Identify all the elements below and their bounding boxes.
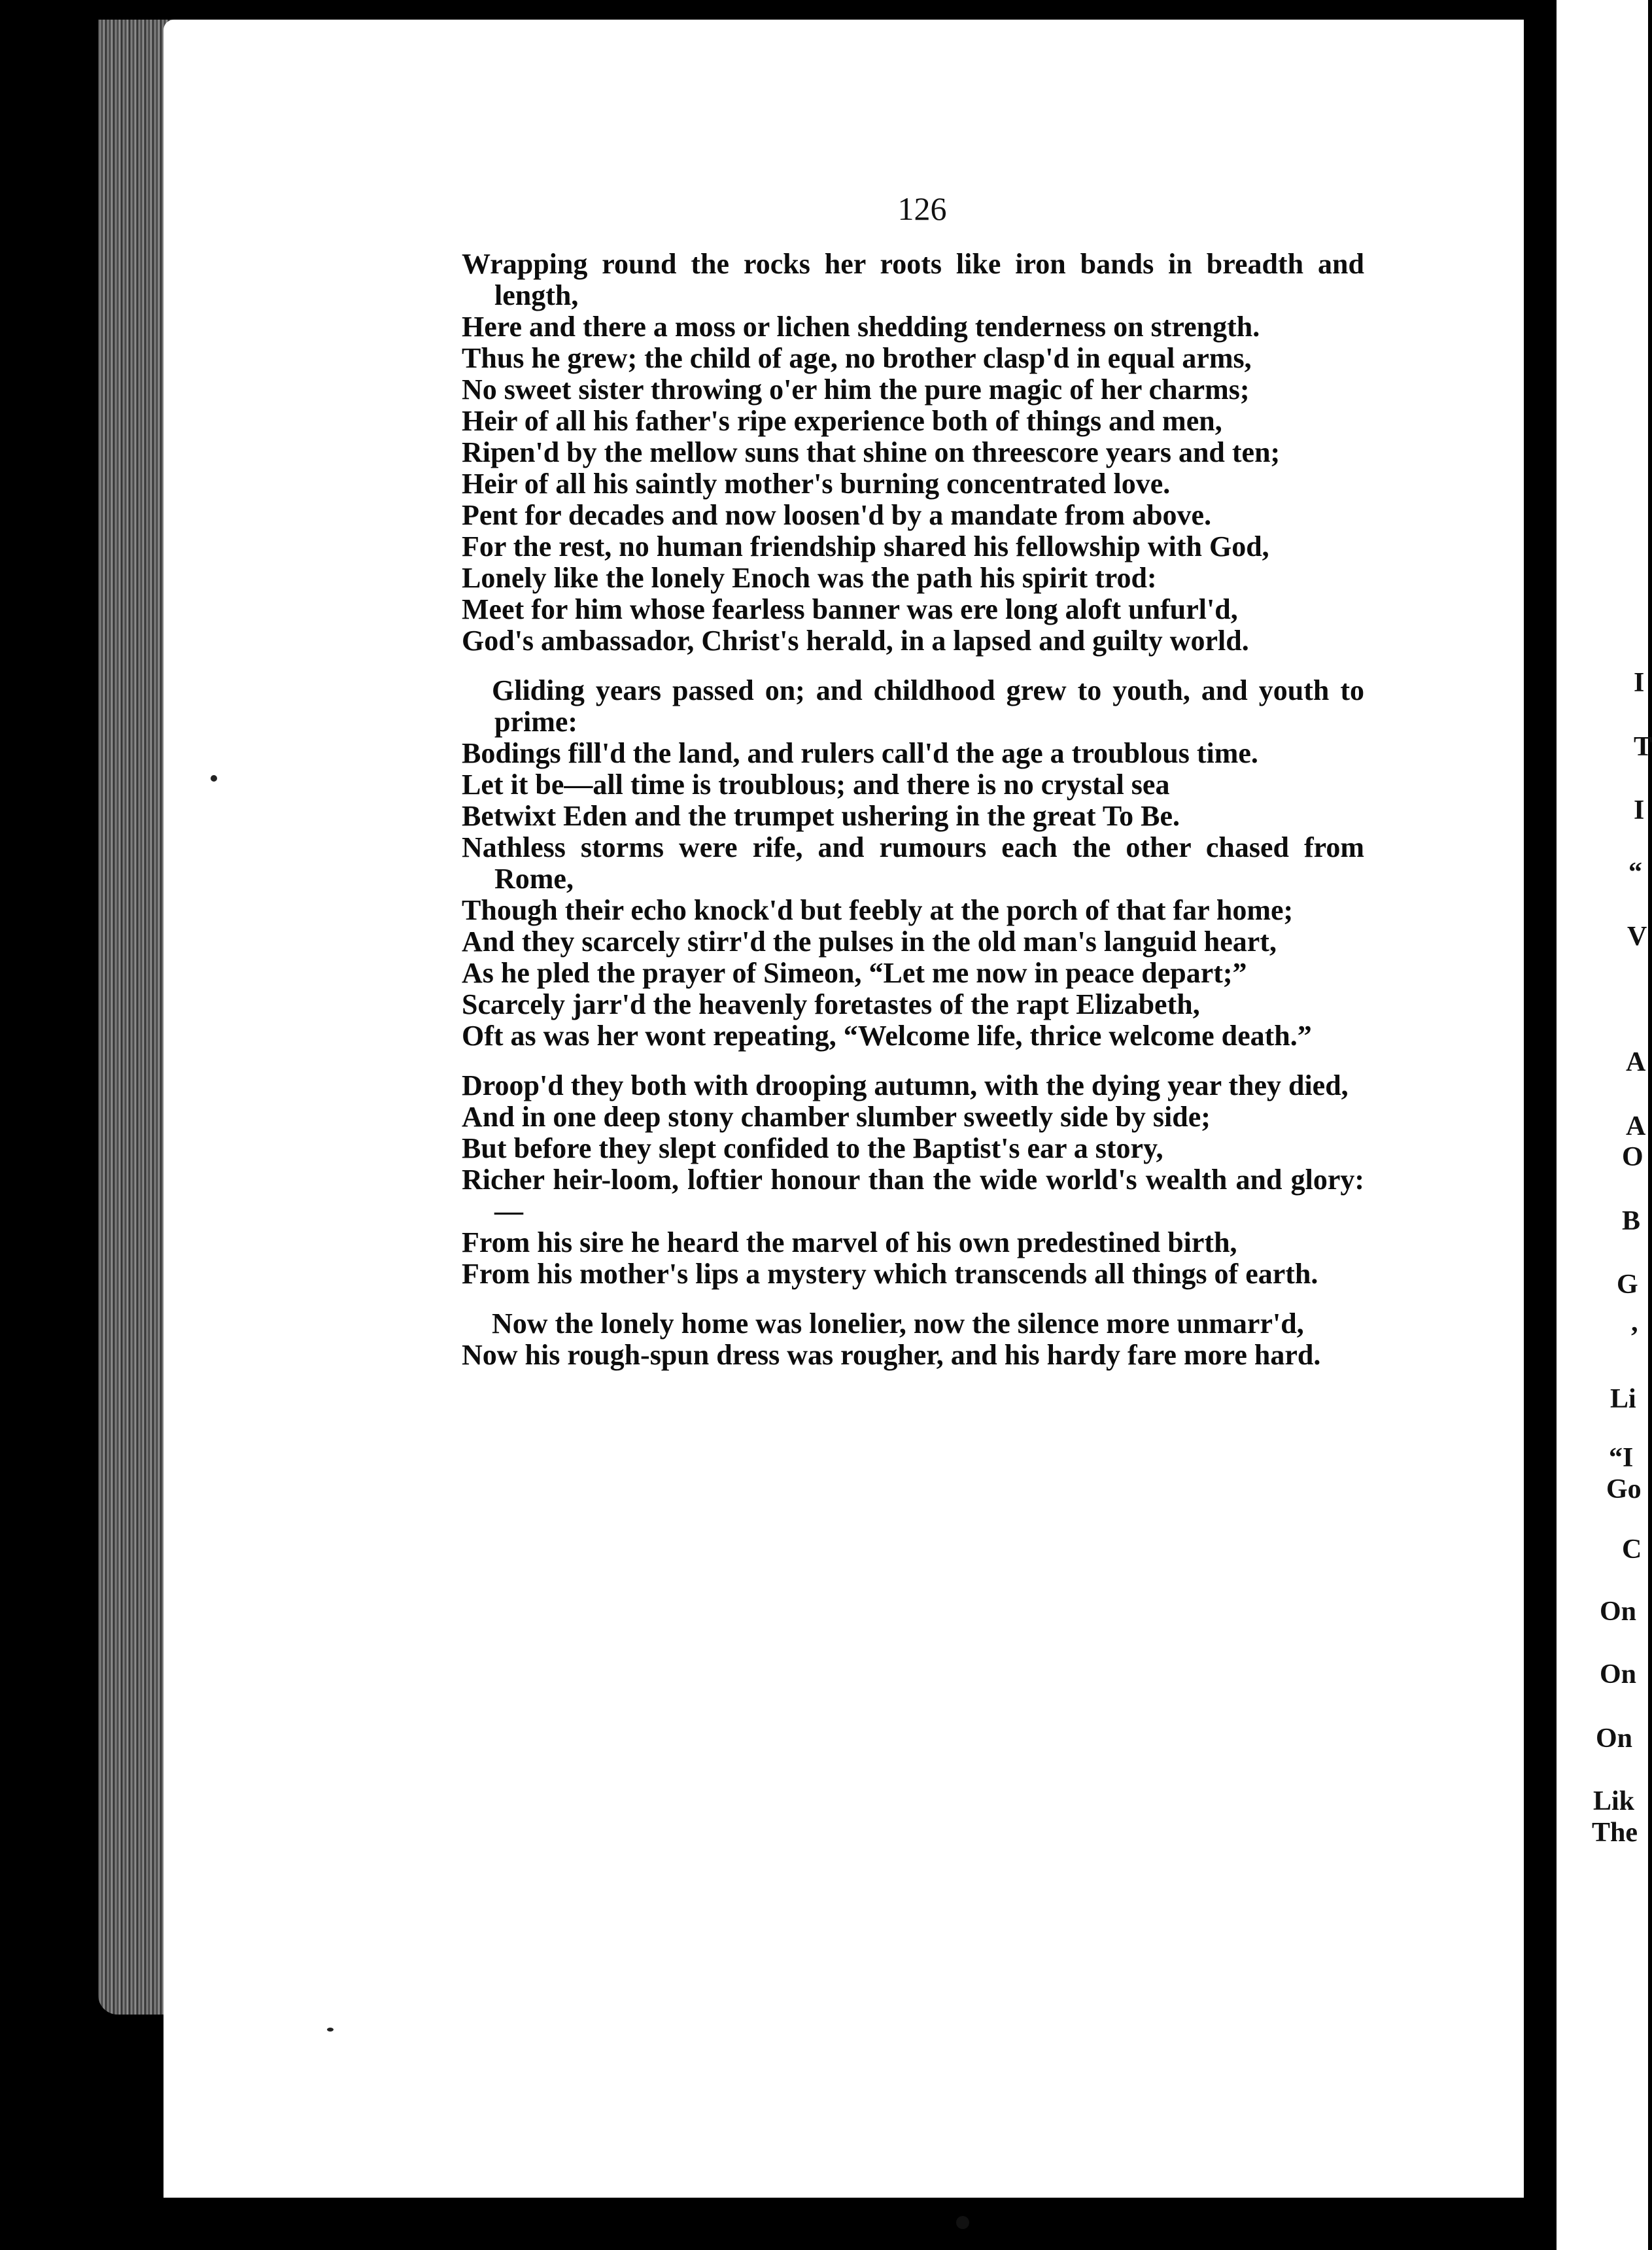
- poem-line: Now his rough-spun dress was rougher, and his hardy fare more hard.: [462, 1339, 1321, 1371]
- facing-fragment: V: [1627, 922, 1647, 952]
- poem-line: Droop'd they both with drooping autumn, with the dying year they died,: [462, 1069, 1349, 1101]
- poem-line: Thus he grew; the child of age, no brother clasp'd in equal arms,: [462, 342, 1252, 374]
- stanza-1: [462, 249, 1364, 657]
- poem-line: Nathless storms were rife, and rumours each the other chased from Rome,: [462, 831, 1364, 895]
- poem-line: Ripen'd by the mellow suns that shine on threescore years and ten;: [462, 436, 1281, 468]
- poem-line: Pent for decades and now loosen'd by a mandate from above.: [462, 499, 1212, 531]
- paper-speck: [211, 775, 217, 782]
- poem-line: For the rest, no human friendship shared his fellowship with God,: [462, 530, 1269, 562]
- poem-line: Meet for him whose fearless banner was ere long aloft unfurl'd,: [462, 593, 1238, 625]
- facing-page: [1557, 0, 1652, 2250]
- facing-fragment: On: [1600, 1597, 1637, 1627]
- facing-fragment: On: [1600, 1659, 1637, 1689]
- stanza-3: [462, 1070, 1364, 1290]
- poem-line: Heir of all his father's ripe experience both of things and men,: [462, 405, 1222, 437]
- facing-fragment: Li: [1610, 1384, 1636, 1414]
- facing-fragment: “I: [1609, 1443, 1634, 1473]
- poem-line: Oft as was her wont repeating, “Welcome life, thrice welcome death.”: [462, 1020, 1312, 1052]
- facing-fragment: I: [1634, 668, 1645, 698]
- poem-line: But before they slept confided to the Baptist's ear a story,: [462, 1132, 1163, 1164]
- facing-fragment: G: [1617, 1270, 1638, 1300]
- facing-fragment: A: [1626, 1111, 1646, 1141]
- poem-line: Betwixt Eden and the trumpet ushering in the great To Be.: [462, 800, 1180, 832]
- facing-fragment: Lik: [1593, 1786, 1635, 1816]
- poem-line: Gliding years passed on; and childhood grew to youth, and youth to prime:: [492, 674, 1364, 738]
- facing-fragment: A: [1626, 1047, 1646, 1077]
- poem-line: From his sire he heard the marvel of his own predestined birth,: [462, 1226, 1237, 1258]
- facing-fragment: C: [1622, 1534, 1642, 1565]
- poem-line: And in one deep stony chamber slumber sweetly side by side;: [462, 1101, 1211, 1133]
- poem-line: And they scarcely stirr'd the pulses in the old man's languid heart,: [462, 926, 1277, 958]
- stanza-2: [462, 675, 1364, 1052]
- poem-line: No sweet sister throwing o'er him the pure magic of her charms;: [462, 373, 1250, 406]
- poem-line: Richer heir-loom, loftier honour than the wide world's wealth and glory: —: [462, 1164, 1364, 1227]
- book-gutter: [1524, 0, 1557, 2250]
- facing-fragment: I: [1634, 795, 1645, 825]
- poem-line: Lonely like the lonely Enoch was the path his spirit trod:: [462, 562, 1157, 594]
- facing-fragment: ’: [1630, 1322, 1639, 1352]
- paper-speck: [327, 2028, 334, 2032]
- facing-fragment: O: [1622, 1142, 1643, 1172]
- poem-line: Now the lonely home was lonelier, now the silence more unmarr'd,: [492, 1307, 1304, 1340]
- poem-line: Wrapping round the rocks her roots like iron bands in breadth and length,: [462, 248, 1364, 311]
- poem-line: Let it be—all time is troublous; and there is no crystal sea: [462, 769, 1170, 801]
- poem-line: From his mother's lips a mystery which transcends all things of earth.: [462, 1258, 1318, 1290]
- poem-line: As he pled the prayer of Simeon, “Let me now in peace depart;”: [462, 957, 1247, 989]
- poem-line: Heir of all his saintly mother's burning concentrated love.: [462, 468, 1171, 500]
- poem-line: God's ambassador, Christ's herald, in a lapsed and guilty world.: [462, 625, 1249, 657]
- paper-speck: [956, 2216, 969, 2229]
- facing-fragment: T: [1634, 732, 1652, 762]
- poem-line: Bodings fill'd the land, and rulers call'd the age a troublous time.: [462, 737, 1258, 769]
- facing-fragment: The: [1592, 1818, 1638, 1848]
- poem-text: [462, 249, 1364, 1389]
- stanza-4: [462, 1308, 1364, 1371]
- poem-line: Scarcely jarr'd the heavenly foretastes of the rapt Elizabeth,: [462, 988, 1200, 1020]
- facing-fragment: On: [1596, 1723, 1633, 1754]
- facing-fragment: Go: [1606, 1474, 1642, 1504]
- facing-fragment: B: [1622, 1206, 1641, 1236]
- poem-line: Here and there a moss or lichen shedding tenderness on strength.: [462, 311, 1260, 343]
- page-number: 126: [897, 190, 947, 227]
- poem-line: Though their echo knock'd but feebly at the porch of that far home;: [462, 894, 1294, 926]
- facing-fragment: “: [1628, 857, 1642, 888]
